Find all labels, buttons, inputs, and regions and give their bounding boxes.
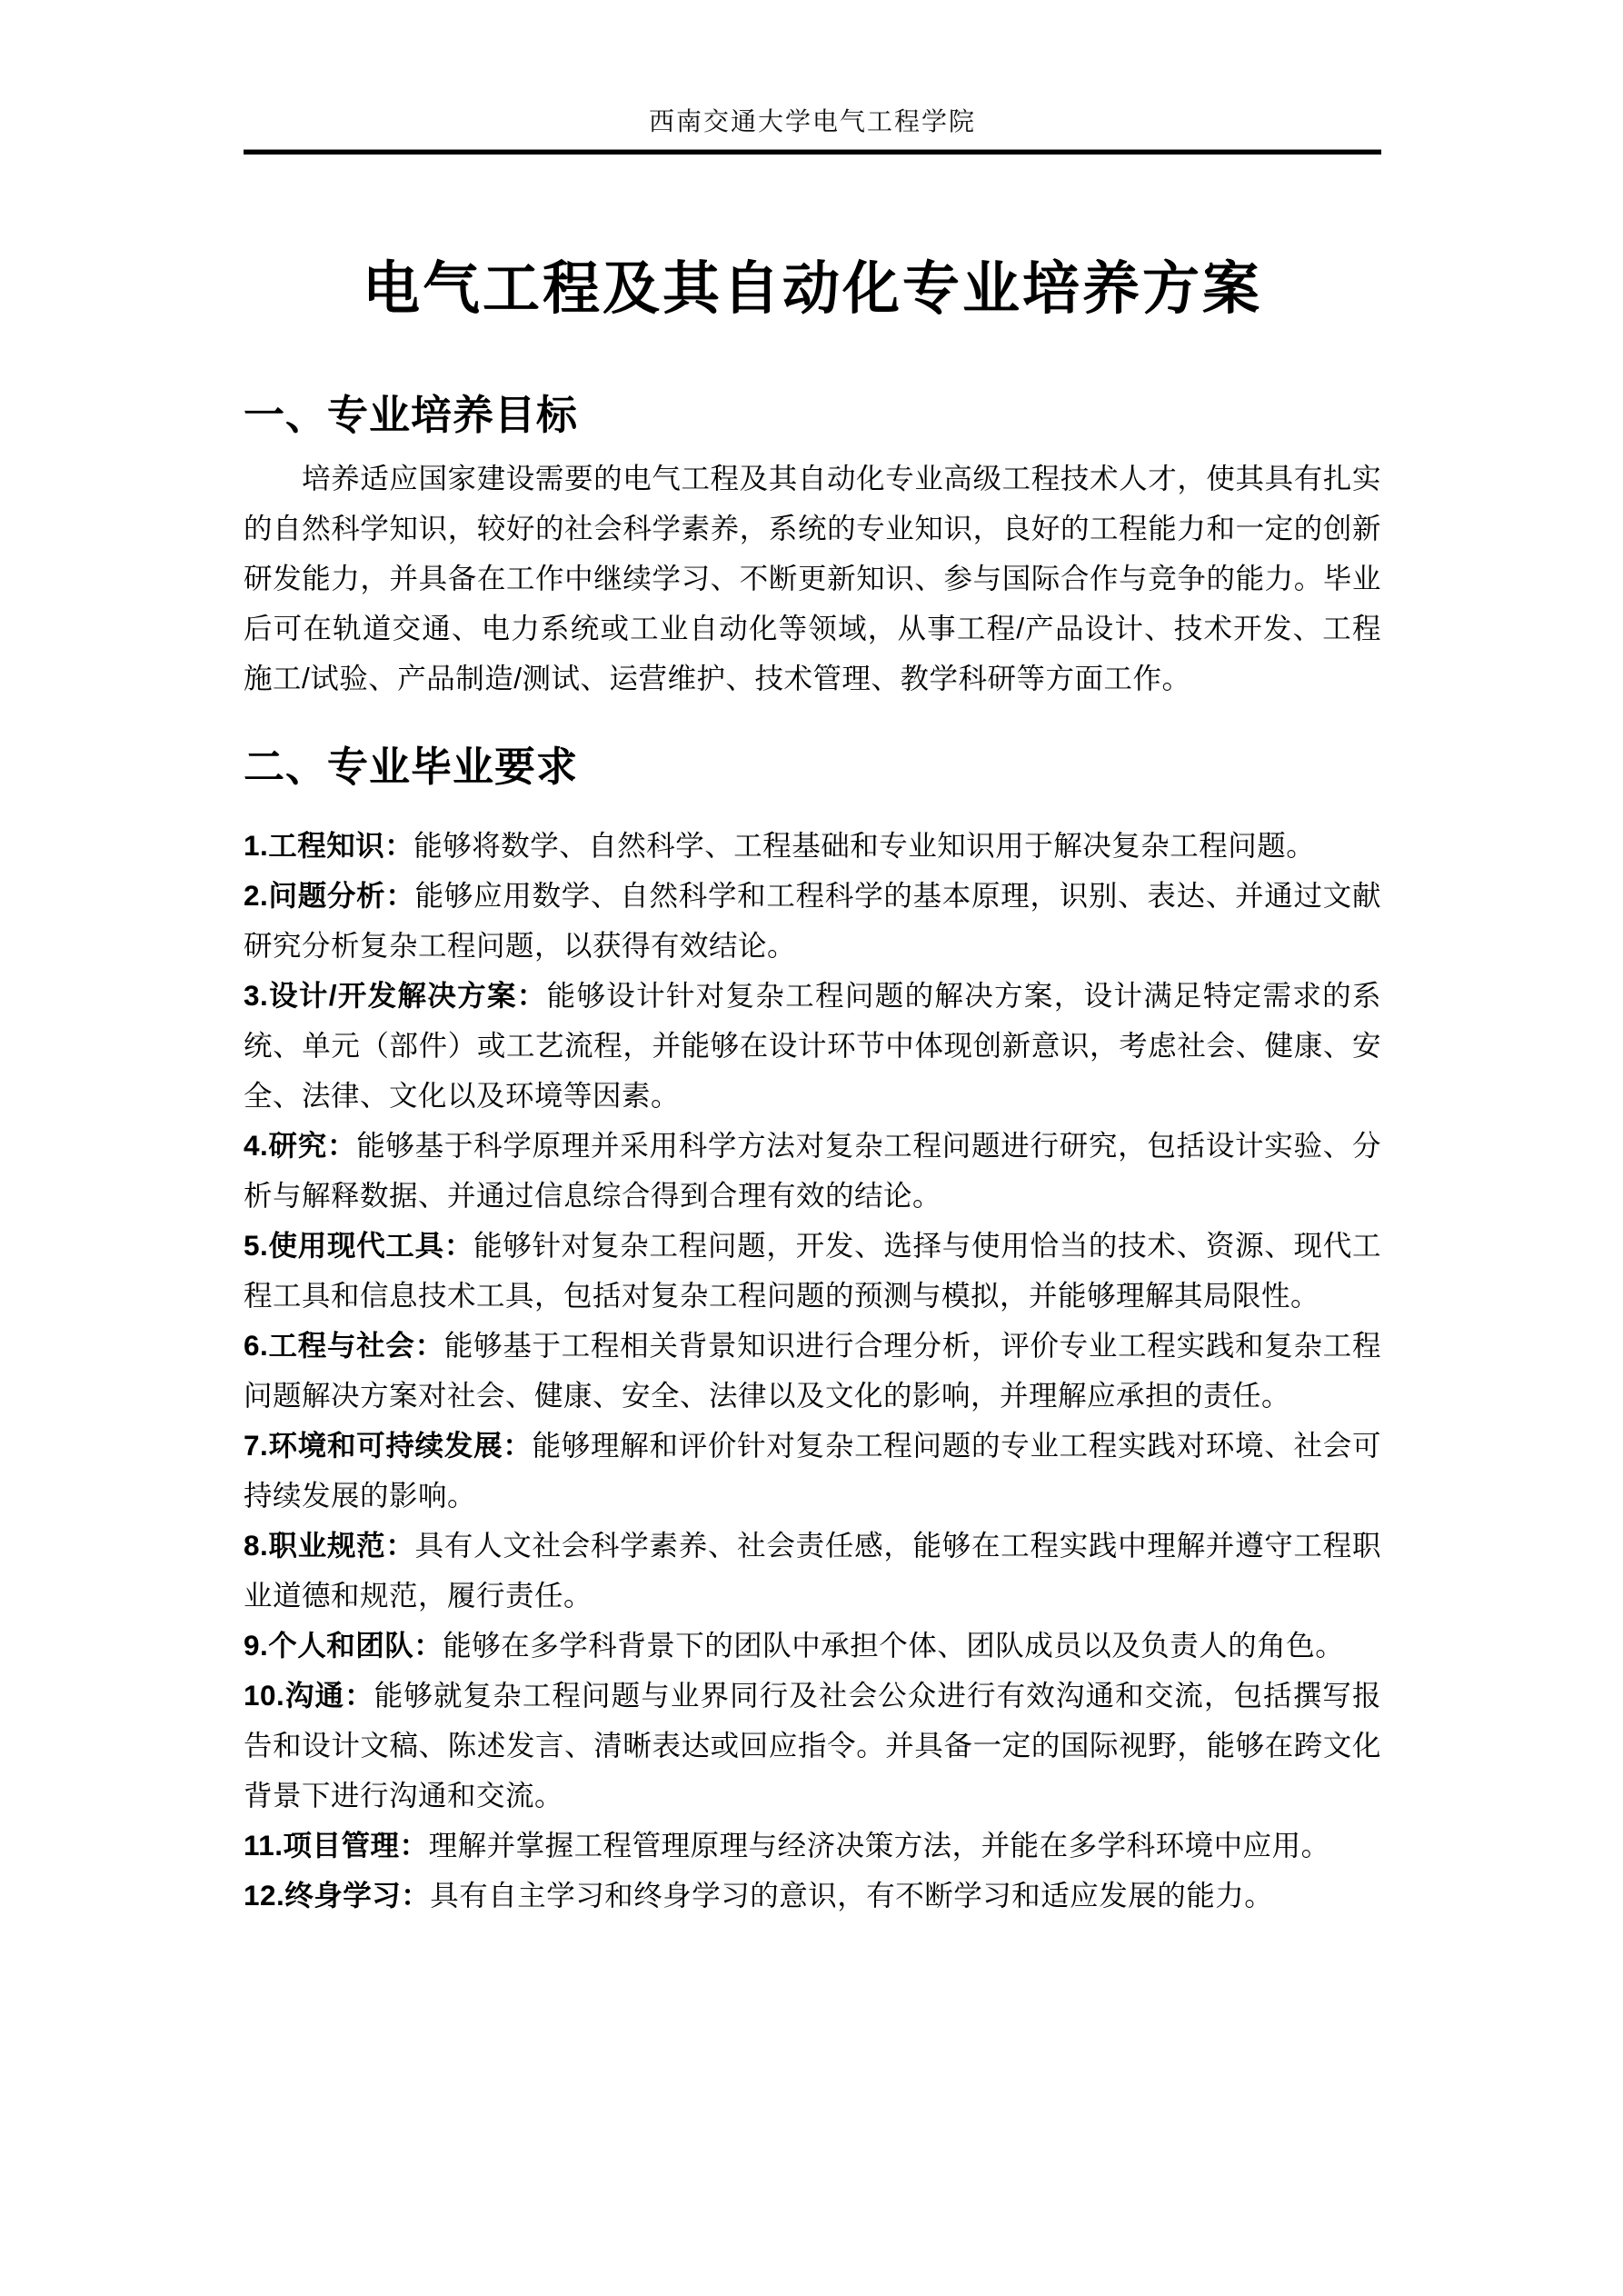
requirement-label: 7.环境和可持续发展： [244,1428,533,1462]
header-rule [244,149,1381,155]
requirement-text: 能够设计针对复杂工程问题的解决方案，设计满足特定需求的系统、单元（部件）或工艺流程，并能够在设计环节中体现创新意识，考虑社会、健康、安全、法律、文化以及环境等因素。 [244,978,1381,1112]
requirement-label: 1.工程知识： [244,828,414,862]
requirement-text: 能够在多学科背景下的团队中承担个体、团队成员以及负责人的角色。 [443,1628,1345,1662]
requirement-item [244,821,1381,871]
requirement-label: 6.工程与社会： [244,1328,444,1362]
document-title: 电气工程及其自动化专业培养方案 [363,257,1262,321]
requirement-text: 能够基于科学原理并采用科学方法对复杂工程问题进行研究，包括设计实验、分析与解释数据、并通过信息综合得到合理有效的结论。 [244,1128,1381,1212]
requirement-item [244,1871,1381,1921]
requirement-text: 能够应用数学、自然科学和工程科学的基本原理，识别、表达、并通过文献研究分析复杂工程问题，以获得有效结论。 [244,878,1381,962]
requirement-item [244,1421,1381,1521]
requirement-text: 理解并掌握工程管理原理与经济决策方法，并能在多学科环境中应用。 [428,1828,1330,1862]
requirement-item [244,1121,1381,1221]
requirement-label: 12.终身学习： [244,1878,431,1912]
requirement-label: 5.使用现代工具： [244,1228,474,1262]
requirement-item [244,1671,1381,1821]
requirement-label: 8.职业规范： [244,1528,415,1562]
page-header-text: 西南交通大学电气工程学院 [648,107,976,135]
requirement-text: 具有人文社会科学素养、社会责任感，能够在工程实践中理解并遵守工程职业道德和规范，履行责任。 [244,1528,1381,1612]
section-heading-training-goal: 一、专业培养目标 [244,392,579,439]
requirement-label: 3.设计/开发解决方案： [244,978,547,1012]
requirement-text: 能够针对复杂工程问题，开发、选择与使用恰当的技术、资源、现代工程工具和信息技术工具，包括对复杂工程问题的预测与模拟，并能够理解其局限性。 [244,1228,1381,1312]
requirement-label: 4.研究： [244,1128,357,1162]
training-goal-paragraph: 培养适应国家建设需要的电气工程及其自动化专业高级工程技术人才，使其具有扎实的自然科学知识，较好的社会科学素养，系统的专业知识，良好的工程能力和一定的创新研发能力，并具备在工作中继续学习、不断更新知识、参与国际合作与竞争的能力。毕业后可在轨道交通、电力系统或工业自动化等领域，从事工程/产品设计、技术开发、工程施工/试验、产品制造/测试、运营维护、技术管理、教学科研等方面工作。 [244,461,1381,694]
requirement-label: 2.问题分析： [244,878,415,912]
requirement-item [244,971,1381,1121]
requirement-item [244,1321,1381,1421]
requirement-label: 11.项目管理： [244,1828,429,1862]
requirements-list [244,821,1381,1921]
requirement-text: 能够理解和评价针对复杂工程问题的专业工程实践对环境、社会可持续发展的影响。 [244,1428,1381,1512]
requirement-text: 能够就复杂工程问题与业界同行及社会公众进行有效沟通和交流，包括撰写报告和设计文稿、陈述发言、清晰表达或回应指令。并具备一定的国际视野，能够在跨文化背景下进行沟通和交流。 [244,1678,1381,1812]
section-heading-graduation-requirements: 二、专业毕业要求 [244,743,579,790]
requirement-label: 9.个人和团队： [244,1628,443,1662]
requirement-item [244,1221,1381,1321]
requirement-item [244,1621,1381,1671]
page-content [244,0,1381,1921]
requirement-text: 能够将数学、自然科学、工程基础和专业知识用于解决复杂工程问题。 [413,828,1316,862]
requirement-text: 能够基于工程相关背景知识进行合理分析，评价专业工程实践和复杂工程问题解决方案对社会、健康、安全、法律以及文化的影响，并理解应承担的责任。 [244,1328,1381,1412]
requirement-item [244,871,1381,971]
requirement-item [244,1521,1381,1621]
requirement-label: 10.沟通： [244,1678,374,1712]
requirement-item [244,1821,1381,1871]
requirement-text: 具有自主学习和终身学习的意识，有不断学习和适应发展的能力。 [430,1878,1274,1912]
